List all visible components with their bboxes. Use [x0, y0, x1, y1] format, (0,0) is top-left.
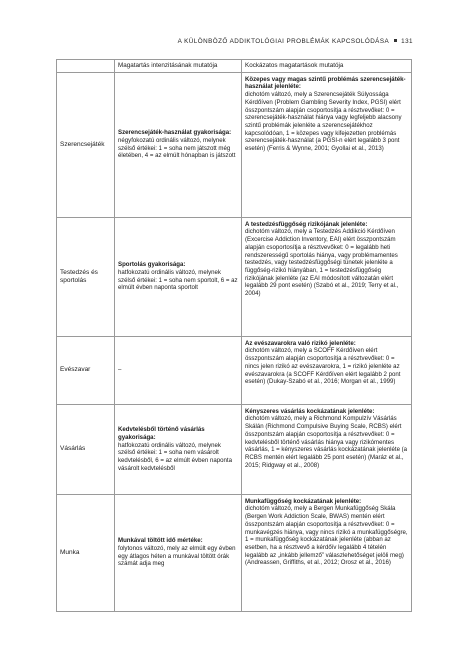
table-row [57, 494, 412, 611]
behavior-label: Evészavar [57, 336, 115, 404]
behavior-label: Munka [57, 494, 115, 611]
risk-text: dichotóm változó, mely a Szerencsejáték Súlyossága Kérdőíven (Problem Gambling Severity Index, PGSI) elért összpontszám alapján csoportosítja a résztvevőket: 0 = szerencsejáték-használat hiánya vagy legfeljebb alacsony szintű problémák jelenléte a szerencsejátékhoz kapcsolódóan, 1 = közepes vagy kifejezetten problémás szerencsejáték-használat (a PGSI-n elért legalább 3 pont esetén) (Ferris & Wynne, 2001; Gyollai et al., 2013) [245, 91, 402, 153]
intensity-text: négyfokozatú ordinális változó, melynek szélső értékei: 1 = soha nem játszott még életében, 4 = az elmúlt hónapban is játszott [118, 137, 236, 160]
risk-text: dichotóm változó, mely a Bergen Munkafüggőség Skála (Bergen Work Addiction Scale, BWAS) mentén elért összpontszám alapján csoportosítja a résztvevőket: 0 = munkavégzés hiánya, vagy nincs rizikó a munkafüggőségre, 1 = munkafüggőség kockázatának jelenléte (abban az esetben, ha a résztvevő a kérdőív legalább 4 tételén legalább az „inkább jellemző” válaszlehetőséget jelöli meg) (Andreassen, Griffiths, et al., 2012; Orosz et al., 2016) [245, 505, 408, 567]
table-row [57, 72, 412, 217]
running-title: A KÜLÖNBÖZŐ ADDIKTOLÓGIAI PROBLÉMÁK KAPCSOLÓDÁSA [177, 38, 390, 45]
page-number: 131 [401, 38, 413, 45]
risk-text: dichotóm változó, mely a SCOFF Kérdőíven elért összpontszám alapján csoportosítja a résztvevőket: 0 = nincs jelen rizikó az evészavarokra, 1 = rizikó jelenléte az evészavarokra (a SCOFF Kérdőíven elért legalább 2 pont esetén) (Dukay-Szabó et al., 2016; Morgan et al., 1999) [245, 347, 401, 386]
intensity-title: Szerencsejáték-használat gyakorisága: [118, 129, 232, 137]
risk-cell [242, 336, 412, 404]
risk-cell [242, 404, 412, 494]
intensity-text: folytonos változó, mely az elmúlt egy évben egy átlagos héten a munkával töltött órák számát adja meg [118, 545, 236, 568]
intensity-title: Sportolás gyakorisága: [118, 261, 186, 269]
intensity-text: – [118, 366, 122, 374]
intensity-cell [115, 336, 242, 404]
behavior-label: Testedzés és sportolás [57, 217, 115, 336]
table-row [57, 336, 412, 404]
table-header-row [57, 60, 412, 73]
behavior-label: Szerencsejáték [57, 72, 115, 217]
column-header-risk: Kockázatos magatartások mutatója [242, 60, 412, 73]
intensity-text: hatfokozatú ordinális változó, melynek szélső értékei: 1 = soha nem sportolt, 6 = az elmúlt évben naponta sportolt [118, 269, 238, 292]
risk-title: Munkafüggőség kockázatának jelenléte: [245, 497, 362, 505]
risk-title: Az evészavarokra való rizikó jelenléte: [245, 339, 356, 347]
intensity-cell [115, 494, 242, 611]
table-row [57, 404, 412, 494]
intensity-title: Kedvtelésből történő vásárlás gyakorisága: [118, 426, 205, 441]
risk-text: dichotóm változó, mely a Richmond Kompulzív Vásárlás Skálán (Richmond Compulsive Buying Scale, RCBS) elért összpontszám alapján csoportosítja a résztvevőket: 0 = kedvtelésből történő vásárlás hiánya vagy rizikómentes vásárlás, 1 = kényszeres vásárlás kockázatának jelenléte (a RCBS mentén elért legalább 25 pont esetén) (Maráz et al., 2015; Ridgway et al., 2008) [245, 415, 408, 469]
running-header [178, 38, 413, 45]
intensity-title: Munkával töltött idő mértéke: [118, 537, 203, 545]
intensity-cell [115, 217, 242, 336]
intensity-text: hatfokozatú ordinális változó, melynek szélső értékei: 1 = soha nem vásárolt kedvtelésből, 6 = az elmúlt évben naponta vásárolt kedvtelésből [118, 441, 232, 472]
risk-title: A testedzésfüggőség rizikójának jelenléte: [245, 220, 368, 228]
measures-table [56, 59, 412, 612]
risk-text: dichotóm változó, mely a Testedzés Addikció Kérdőíven (Excercise Addiction Inventory, EAI) elért összpontszám alapján csoportosítja a résztvevőket: 0 = legalább heti rendszerességű sportolás hiánya, vagy problémamentes testedzés, vagy testedzésfüggőségi tünetek jelenléte a függőség-rizikó hiányában, 1 = testedzésfüggőség rizikójának jelenléte (az EAI módosított változatán elért legalább 29 pont esetén) (Szabó et al., 2019; Terry et al., 2004) [245, 228, 399, 298]
behavior-label: Vásárlás [57, 404, 115, 494]
header-separator [394, 39, 397, 42]
risk-cell [242, 217, 412, 336]
risk-cell [242, 72, 412, 217]
risk-cell [242, 494, 412, 611]
column-header-intensity: Magatartás intenzitásának mutatója [115, 60, 242, 73]
table-row [57, 217, 412, 336]
intensity-cell [115, 72, 242, 217]
risk-title: Közepes vagy magas szintű problémás szerencsejáték-használat jelenléte: [245, 75, 406, 91]
intensity-cell [115, 404, 242, 494]
column-header-empty [57, 60, 115, 73]
risk-title: Kényszeres vásárlás kockázatának jelenléte: [245, 407, 375, 415]
